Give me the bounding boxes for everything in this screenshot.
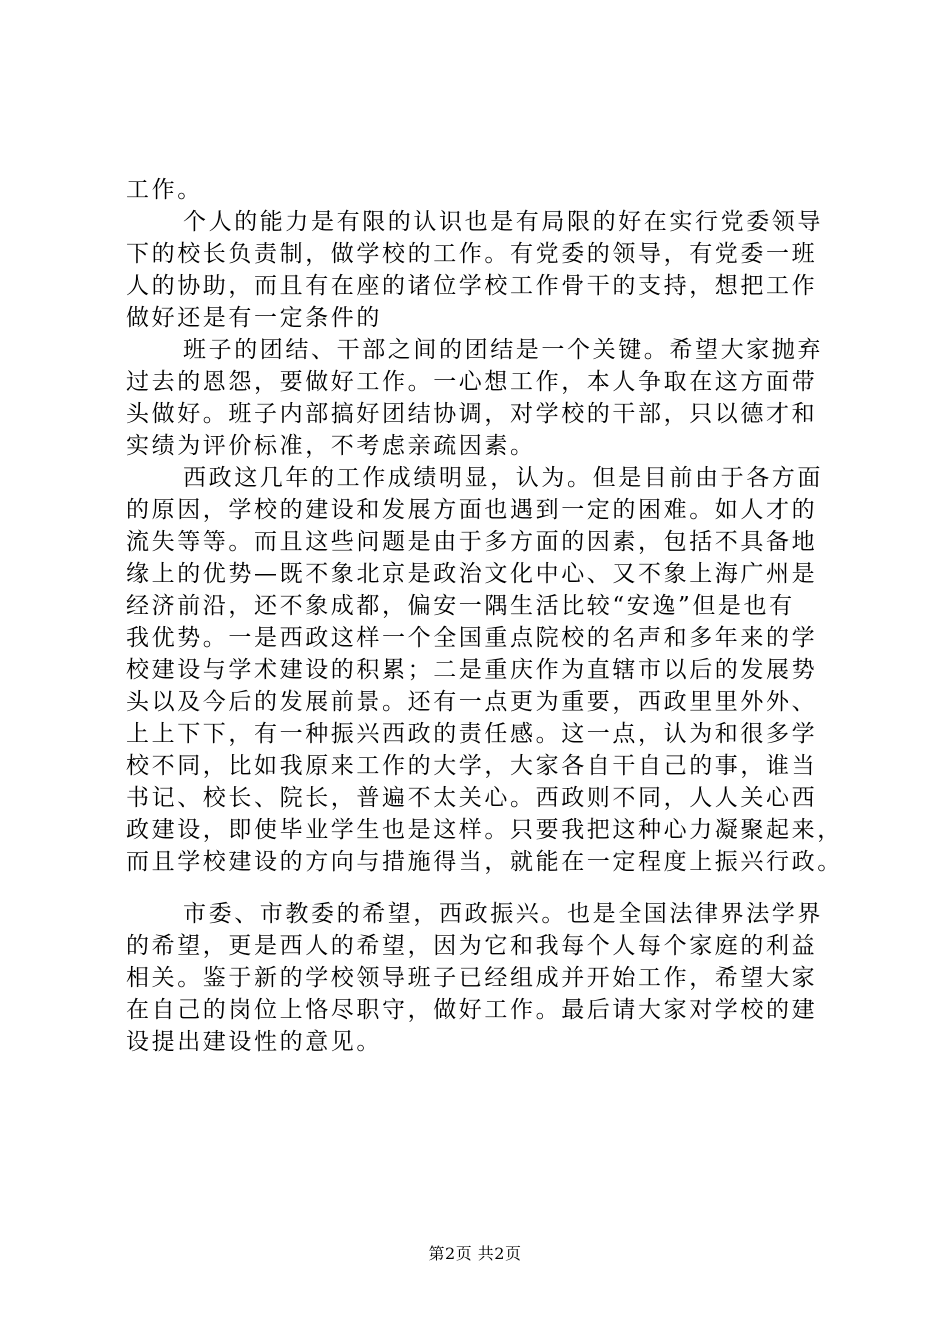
text-line: 人的协助，而且有在座的诸位学校工作骨干的支持，想把工作 [126, 273, 818, 299]
text-line: 流失等等。而且这些问题是由于多方面的因素，包括不具备地 [126, 529, 818, 555]
text-line: 书记、校长、院长，普遍不太关心。西政则不同，人人关心西 [126, 785, 818, 811]
text-line: 缘上的优势—既不象北京是政治文化中心、又不象上海广州是 [126, 561, 818, 587]
paragraph-first-line: 西政这几年的工作成绩明显，认为。但是目前由于各方面 [183, 465, 823, 491]
text-line: 相关。鉴于新的学校领导班子已经组成并开始工作，希望大家 [126, 965, 818, 991]
text-line: 头以及今后的发展前景。还有一点更为重要，西政里里外外、 [126, 689, 818, 715]
text-line: 上上下下，有一种振兴西政的责任感。这一点，认为和很多学 [126, 721, 818, 747]
text-line: 的希望，更是西人的希望，因为它和我每个人每个家庭的利益 [126, 933, 818, 959]
text-line: 工作。 [126, 177, 203, 203]
text-line: 头做好。班子内部搞好团结协调，对学校的干部，只以德才和 [126, 401, 818, 427]
text-line: 政建设，即使毕业学生也是这样。只要我把这种心力凝聚起来， [126, 817, 843, 843]
text-line: 我优势。一是西政这样一个全国重点院校的名声和多年来的学 [126, 625, 818, 651]
text-line: 设提出建设性的意见。 [126, 1029, 382, 1055]
text-line: 在自己的岗位上恪尽职守，做好工作。最后请大家对学校的建 [126, 997, 818, 1023]
paragraph-first-line: 市委、市教委的希望，西政振兴。也是全国法律界法学界 [183, 901, 823, 927]
document-body [126, 174, 843, 1058]
text-line: 做好还是有一定条件的 [126, 305, 382, 331]
paragraph-first-line: 个人的能力是有限的认识也是有局限的好在实行党委领导 [183, 209, 823, 235]
text-line: 经济前沿，还不象成都，偏安一隅生活比较“安逸”但是也有 [126, 593, 795, 619]
text-line: 校建设与学术建设的积累；二是重庆作为直辖市以后的发展势 [126, 657, 818, 683]
text-line: 过去的恩怨，要做好工作。一心想工作，本人争取在这方面带 [126, 369, 818, 395]
text-line: 下的校长负责制，做学校的工作。有党委的领导，有党委一班 [126, 241, 818, 267]
paragraph-gap [126, 878, 832, 898]
paragraph-first-line: 班子的团结、干部之间的团结是一个关键。希望大家抛弃 [183, 337, 823, 363]
text-line: 校不同，比如我原来工作的大学，大家各自干自己的事，谁当 [126, 753, 818, 779]
text-line: 的原因，学校的建设和发展方面也遇到一定的困难。如人才的 [126, 497, 818, 523]
text-line: 而且学校建设的方向与措施得当，就能在一定程度上振兴行政。 [126, 849, 843, 875]
text-line: 实绩为评价标准，不考虑亲疏因素。 [126, 433, 536, 459]
page-footer: 第2页 共2页 [428, 1244, 522, 1263]
